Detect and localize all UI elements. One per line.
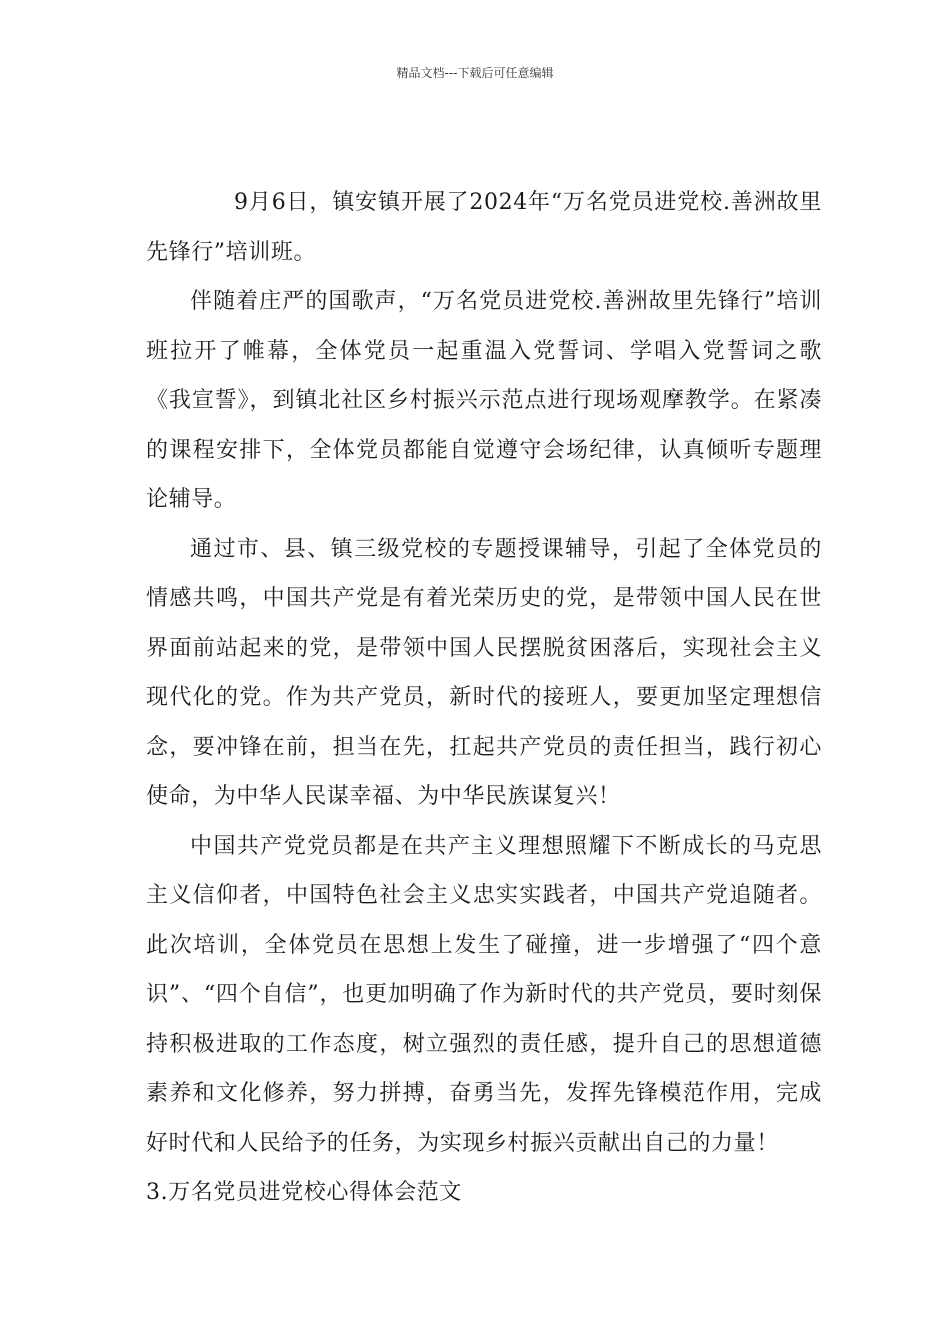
paragraph-lecture-resonance: 通过市、县、镇三级党校的专题授课辅导，引起了全体党员的情感共鸣，中国共产党是有着光荣历史的党，是带领中国人民在世界面前站起来的党，是带领中国人民摆脱贫困落后，实现社会主义现代化的党。作为共产党员，新时代的接班人，要更加坚定理想信念，要冲锋在前，担当在先，扛起共产党员的责任担当，践行初心使命，为中华人民谋幸福、为中华民族谋复兴！ [146,536,822,809]
paragraph-reflection: 中国共产党党员都是在共产主义理想照耀下不断成长的马克思主义信仰者，中国特色社会主义忠实实践者，中国共产党追随者。此次培训，全体党员在思想上发生了碰撞，进一步增强了“四个意识”、“四个自信”，也更加明确了作为新时代的共产党员，要时刻保持积极进取的工作态度，树立强烈的责任感，提升自己的思想道德素养和文化修养，努力拼搏，奋勇当先，发挥先锋模范作用，完成好时代和人民给予的任务，为实现乡村振兴贡献出自己的力量！ [146,833,822,1156]
paragraph-opening-ceremony: 伴随着庄严的国歌声，“万名党员进党校.善洲故里先锋行”培训班拉开了帷幕，全体党员一起重温入党誓词、学唱入党誓词之歌《我宣誓》，到镇北社区乡村振兴示范点进行现场观摩教学。在紧凑的课程安排下，全体党员都能自觉遵守会场纪律，认真倾听专题理论辅导。 [146,289,822,512]
section-heading: 3.万名党员进党校心得体会范文 [146,1180,462,1205]
paragraph-intro: 9月6日，镇安镇开展了2024年“万名党员进党校.善洲故里先锋行”培训班。 [146,190,822,265]
document-body [146,178,822,1218]
page-header: 精品文档---下载后可任意编辑 [396,66,554,80]
